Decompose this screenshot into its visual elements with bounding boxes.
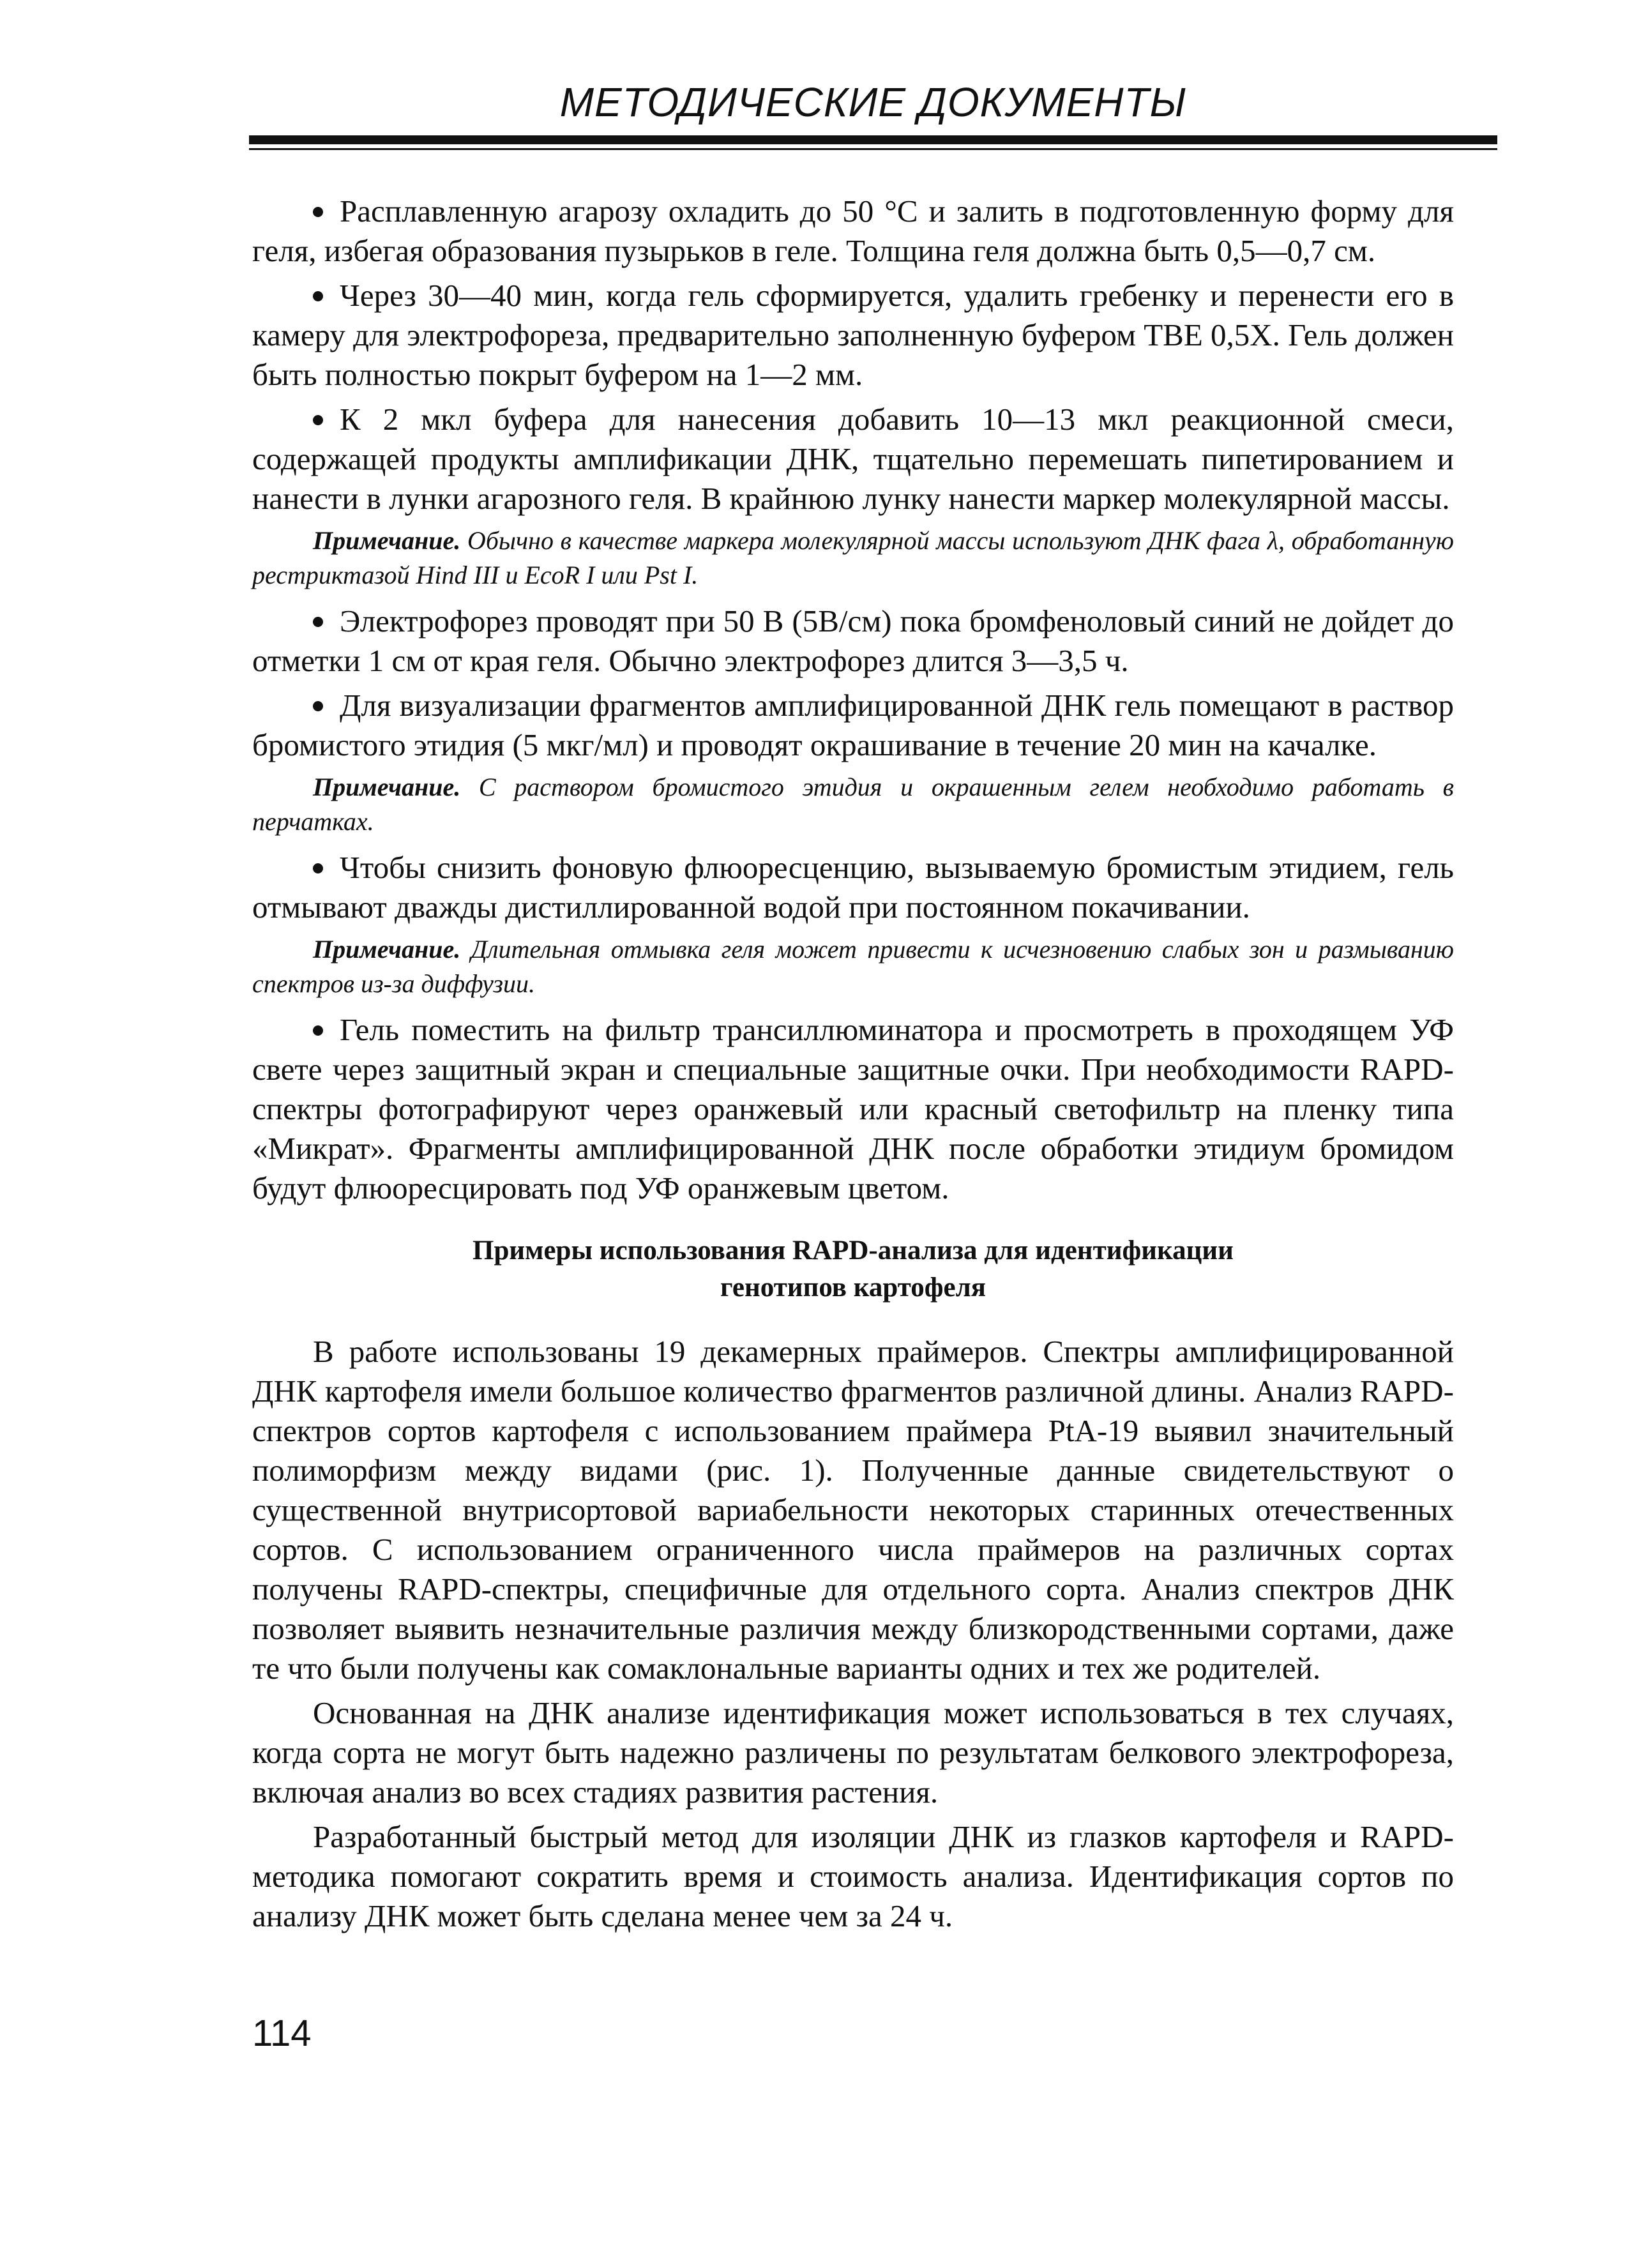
bullet-item [252, 848, 1454, 927]
note [252, 770, 1454, 839]
note-label: Примечание. [313, 773, 461, 801]
paragraph: Разработанный быстрый метод для изоляции ДНК из глазков картофеля и RAPD-методика помогают сократить время и стоимость анализа. Идентификация сортов по анализу ДНК может быть сделана менее чем за 24 ч. [252, 1819, 1454, 1933]
note [252, 524, 1454, 593]
bullet-icon [313, 863, 323, 873]
bullet-item [252, 400, 1454, 518]
bullet-text: Расплавленную агарозу охладить до 50 °С и залить в подготовленную форму для геля, избегая образования пузырьков в геле. Толщина геля должна быть 0,5—0,7 см. [252, 193, 1454, 268]
page-number: 114 [252, 2013, 312, 2054]
section-heading-line: Примеры использования RAPD-анализа для идентификации [472, 1236, 1234, 1266]
bullet-icon [313, 415, 323, 425]
bullet-text: Гель поместить на фильтр трансиллюминатора и просмотреть в проходящем УФ свете через защитный экран и специальные защитные очки. При необходимости RAPD-спектры фотографируют через оранжевый или красный светофильтр на пленку типа «Микрат». Фрагменты амплифицированной ДНК после обработки этидиум бромидом будут флюоресцировать под УФ оранжевым цветом. [252, 1012, 1454, 1206]
note-text: С раствором бромистого этидия и окрашенным гелем необходимо работать в перчатках. [252, 773, 1454, 836]
bullet-text: К 2 мкл буфера для нанесения добавить 10—13 мкл реакционной смеси, содержащей продукты амплификации ДНК, тщательно перемешать пипетированием и нанести в лунки агарозного геля. В крайнюю лунку нанести маркер молекулярной массы. [252, 402, 1454, 516]
note-text: Обычно в качестве маркера молекулярной массы используют ДНК фага λ, обработанную рестриктазой Hind III и EcoR I или Pst I. [252, 526, 1454, 589]
section-heading-line: генотипов картофеля [720, 1273, 986, 1303]
paragraph: Основанная на ДНК анализе идентификация может использоваться в тех случаях, когда сорта не могут быть надежно различены по результатам белкового электрофореза, включая анализ во всех стадиях развития растения. [252, 1695, 1454, 1810]
bullet-item [252, 601, 1454, 681]
bullet-icon [313, 701, 323, 711]
bullet-icon [313, 617, 323, 627]
bullet-item [252, 1010, 1454, 1208]
note-label: Примечание. [313, 526, 461, 555]
body-text [252, 192, 1454, 1941]
header-rule-thin [249, 148, 1497, 150]
running-header-title: МЕТОДИЧЕСКИЕ ДОКУМЕНТЫ [559, 79, 1187, 125]
bullet-text: Чтобы снизить фоновую флюоресценцию, вызываемую бромистым этидием, гель отмывают дважды дистиллированной водой при постоянном покачивании. [252, 850, 1454, 925]
bullet-icon [313, 1025, 323, 1036]
bullet-item [252, 276, 1454, 395]
bullet-text: Для визуализации фрагментов амплифицированной ДНК гель помещают в раствор бромистого этидия (5 мкг/мл) и проводят окрашивание в течение 20 мин на качалке. [252, 688, 1454, 762]
bullet-text: Электрофорез проводят при 50 В (5В/см) пока бромфеноловый синий не дойдет до отметки 1 см от края геля. Обычно электрофорез длится 3—3,5 ч. [252, 603, 1454, 678]
bullet-item [252, 192, 1454, 271]
note [252, 932, 1454, 1001]
bullet-item [252, 686, 1454, 765]
header-rule [249, 135, 1497, 144]
bullet-icon [313, 291, 323, 301]
paragraph: В работе использованы 19 декамерных праймеров. Спектры амплифицированной ДНК картофеля имели большое количество фрагментов различной длины. Анализ RAPD-спектров сортов картофеля с использованием праймера PtA-19 выявил значительный полиморфизм между видами (рис. 1). Полученные данные свидетельствуют о существенной внутрисортовой вариабельности некоторых старинных отечественных сортов. С использованием ограниченного числа праймеров на различных сортах получены RAPD-спектры, специфичные для отдельного сорта. Анализ спектров ДНК позволяет выявить незначительные различия между близкородственными сортами, даже те что были получены как сомаклональные варианты одних и тех же родителей. [252, 1334, 1454, 1686]
note-label: Примечание. [313, 935, 461, 964]
note-text: Длительная отмывка геля может привести к исчезновению слабых зон и размыванию спектров из-за диффузии. [252, 935, 1454, 998]
section-heading [252, 1232, 1454, 1306]
bullet-text: Через 30—40 мин, когда гель сформируется, удалить гребенку и перенести его в камеру для электрофореза, предварительно заполненную буфером ТВЕ 0,5Х. Гель должен быть полностью покрыт буфером на 1—2 мм. [252, 278, 1454, 392]
bullet-icon [313, 207, 323, 217]
